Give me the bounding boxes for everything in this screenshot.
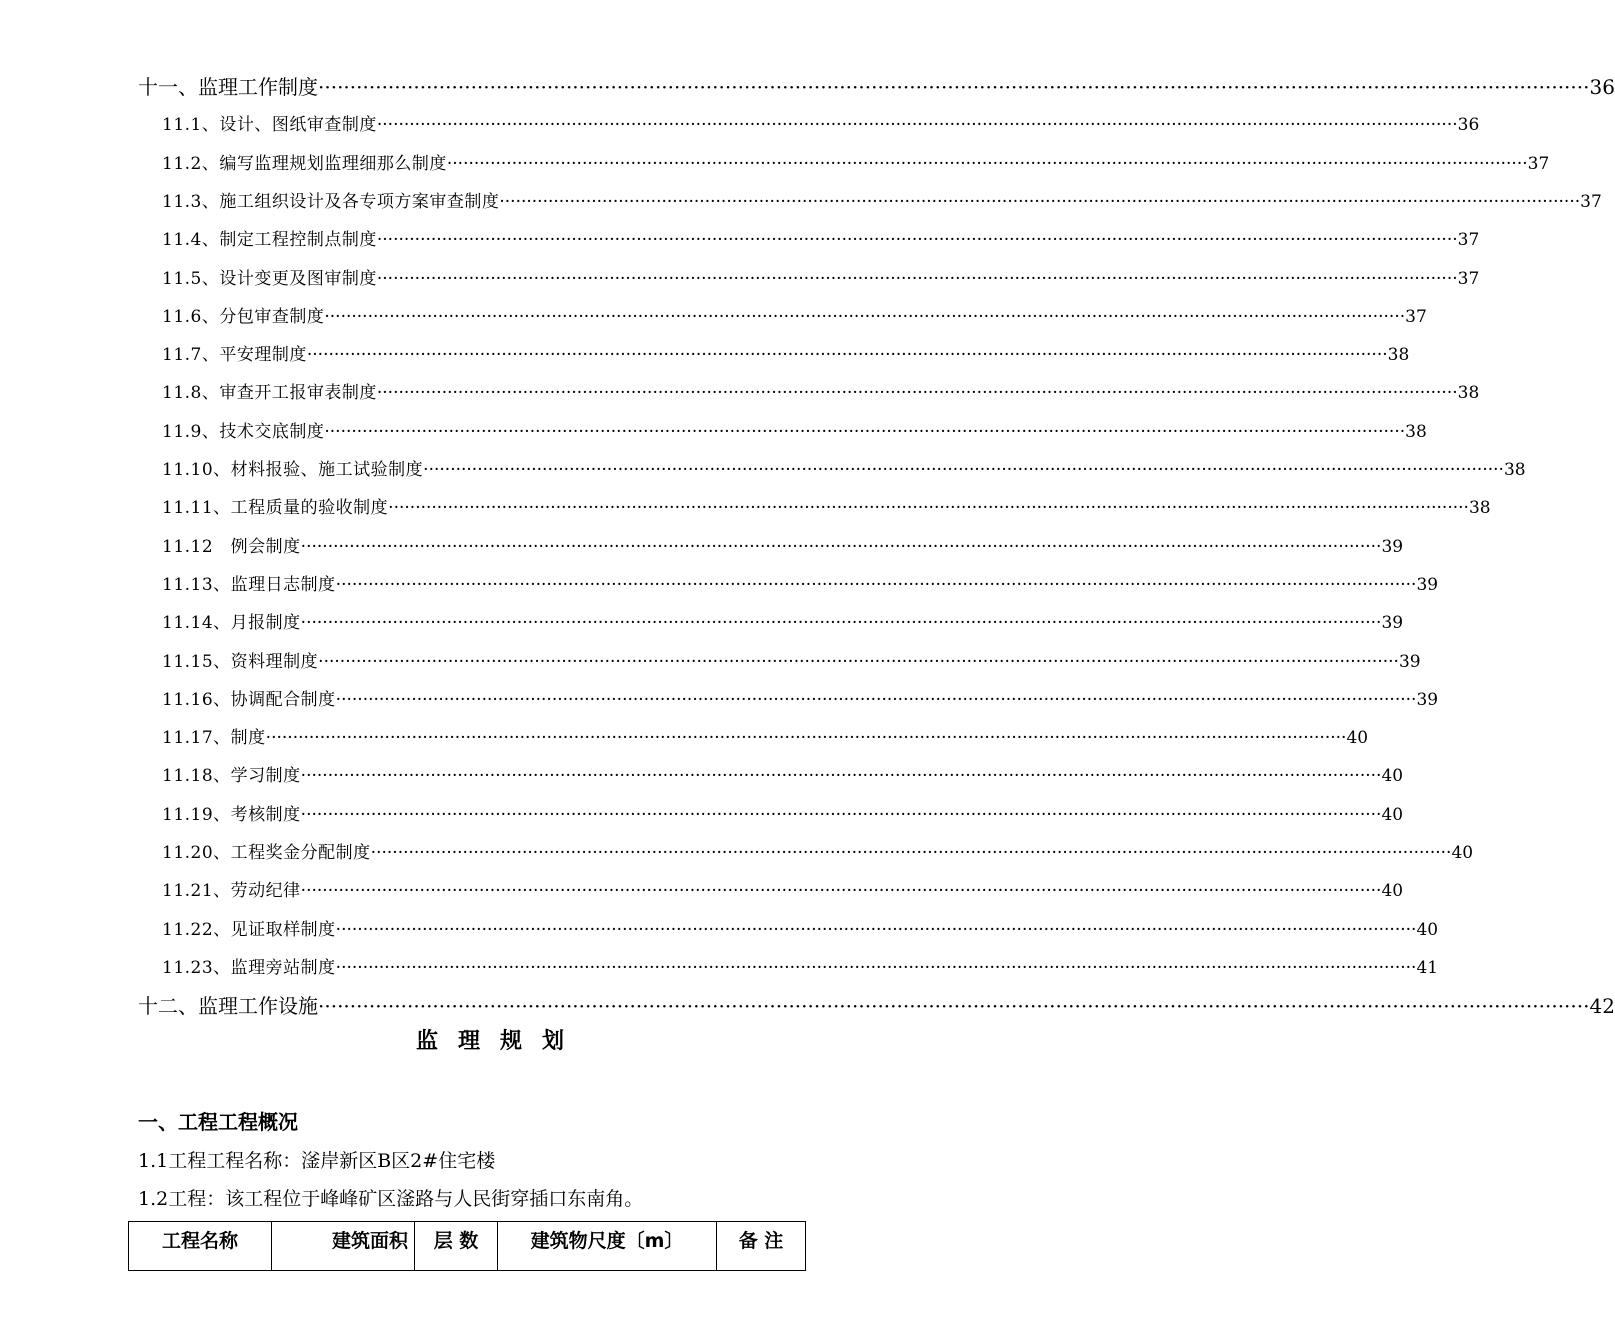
toc-leader-dots: ········································································································································································································ xyxy=(499,191,1581,212)
toc-entry-page: 38 xyxy=(1405,421,1427,442)
toc-leader-dots: ········································································································································································································ xyxy=(376,230,1458,251)
toc-leader-dots: ········································································································································································································ xyxy=(300,536,1382,557)
toc-entry-label: 11.12 例会制度 xyxy=(162,536,301,557)
toc-entry-page: 37 xyxy=(1457,230,1480,251)
toc-entry xyxy=(162,761,1404,791)
toc-leader-dots: ········································································································································································································ xyxy=(335,689,1417,710)
toc-entry-page: 39 xyxy=(1381,613,1404,634)
toc-leader-dots: ········································································································································································································ xyxy=(318,994,1590,1019)
toc-entry-page: 40 xyxy=(1416,919,1439,940)
toc-entry-page: 38 xyxy=(1468,498,1491,519)
toc-entry-label: 11.17、制度 xyxy=(162,728,266,749)
toc-entry xyxy=(138,72,1615,102)
toc-entry-label: 11.23、监理旁站制度 xyxy=(162,957,336,978)
toc-entry xyxy=(162,800,1404,830)
toc-entry xyxy=(162,149,1550,179)
toc-leader-dots: ········································································································································································································ xyxy=(318,75,1590,99)
toc-leader-dots: ········································································································································································································ xyxy=(388,498,1469,519)
toc-entry-label: 11.4、制定工程控制点制度 xyxy=(162,230,377,251)
toc-entry-page: 38 xyxy=(1457,383,1480,404)
toc-leader-dots: ········································································································································································································ xyxy=(300,766,1382,787)
toc-entry-label: 11.5、设计变更及图审制度 xyxy=(162,268,377,289)
toc-entry-label: 11.6、分包审查制度 xyxy=(162,306,325,327)
toc-entry-label: 11.2、编写监理规划监理细那么制度 xyxy=(162,153,447,174)
table-header-row xyxy=(129,1222,806,1271)
toc-leader-dots: ········································································································································································································ xyxy=(335,574,1417,595)
project-info-table xyxy=(128,1221,806,1271)
toc-entry-label: 11.14、月报制度 xyxy=(162,613,301,634)
toc-entry xyxy=(162,876,1404,906)
header-building-area: 建筑面积 xyxy=(272,1222,415,1271)
toc-entry xyxy=(162,953,1439,983)
toc-entry-page: 37 xyxy=(1527,153,1550,174)
toc-entry xyxy=(162,647,1421,677)
toc-entry xyxy=(162,340,1410,370)
toc-entry xyxy=(162,264,1480,294)
toc-entry-page: 36 xyxy=(1457,115,1480,136)
toc-entry-label: 11.1、设计、图纸审查制度 xyxy=(162,115,377,136)
toc-leader-dots: ········································································································································································································ xyxy=(265,728,1347,749)
toc-entry-page: 39 xyxy=(1416,574,1439,595)
toc-leader-dots: ········································································································································································································ xyxy=(335,957,1417,978)
header-dimensions: 建筑物尺度〔m〕 xyxy=(498,1222,717,1271)
toc-entry-label: 11.18、学习制度 xyxy=(162,766,301,787)
toc-entry-label: 11.8、审查开工报审表制度 xyxy=(162,383,377,404)
toc-leader-dots: ········································································································································································································ xyxy=(423,460,1504,480)
toc-entry xyxy=(162,417,1427,447)
toc-entry-page: 42 xyxy=(1589,994,1615,1019)
toc-entry-label: 11.21、劳动纪律 xyxy=(162,881,301,902)
toc-entry-page: 40 xyxy=(1381,804,1404,825)
toc-entry-label: 11.15、资料理制度 xyxy=(162,651,319,672)
toc-entry xyxy=(162,187,1602,217)
project-location-line: 1.2工程：该工程位于峰峰矿区滏路与人民街穿插口东南角。 xyxy=(138,1188,644,1210)
toc-entry-label: 十一、监理工作制度 xyxy=(138,75,318,99)
header-floors: 层 数 xyxy=(415,1222,498,1271)
toc-entry-label: 11.22、见证取样制度 xyxy=(162,919,336,940)
toc-entry xyxy=(162,723,1369,753)
toc-leader-dots: ········································································································································································································ xyxy=(300,804,1382,825)
toc-entry xyxy=(162,302,1427,332)
toc-entry xyxy=(162,685,1439,715)
header-project-name: 工程名称 xyxy=(129,1222,272,1271)
toc-leader-dots: ········································································································································································································ xyxy=(376,268,1458,289)
toc-leader-dots: ········································································································································································································ xyxy=(300,613,1382,634)
toc-entry-page: 39 xyxy=(1398,651,1421,672)
toc-entry xyxy=(162,378,1480,408)
toc-leader-dots: ········································································································································································································ xyxy=(306,345,1388,366)
toc-leader-dots: ········································································································································································································ xyxy=(376,383,1458,404)
toc-entry-label: 11.7、平安理制度 xyxy=(162,345,307,366)
toc-entry xyxy=(162,838,1474,868)
toc-leader-dots: ········································································································································································································ xyxy=(318,651,1399,672)
toc-entry-page: 37 xyxy=(1580,191,1602,212)
toc-entry-page: 38 xyxy=(1503,460,1526,480)
toc-entry-page: 36 xyxy=(1589,75,1615,99)
document-title: 监理规划 xyxy=(415,1029,584,1054)
toc-entry-page: 40 xyxy=(1381,766,1404,787)
toc-entry-page: 40 xyxy=(1381,881,1404,902)
section-heading: 一、工程工程概况 xyxy=(138,1110,298,1134)
toc-leader-dots: ········································································································································································································ xyxy=(370,843,1452,863)
toc-entry-label: 11.19、考核制度 xyxy=(162,804,301,825)
toc-entry-page: 39 xyxy=(1381,536,1404,557)
toc-entry xyxy=(162,608,1404,638)
toc-entry-page: 40 xyxy=(1451,843,1474,863)
toc-leader-dots: ········································································································································································································ xyxy=(376,115,1458,136)
toc-entry-page: 38 xyxy=(1387,345,1410,366)
toc-entry-page: 39 xyxy=(1416,689,1439,710)
toc-entry-page: 41 xyxy=(1416,957,1439,978)
toc-entry xyxy=(162,570,1439,600)
toc-entry xyxy=(162,110,1480,140)
toc-entry-label: 11.20、工程奖金分配制度 xyxy=(162,843,371,863)
toc-entry xyxy=(162,915,1439,945)
toc-entry xyxy=(162,225,1480,255)
toc-entry-label: 十二、监理工作设施 xyxy=(138,994,318,1019)
header-remarks: 备 注 xyxy=(717,1222,806,1271)
toc-entry xyxy=(162,532,1404,562)
project-name-line: 1.1工程工程名称：滏岸新区B区2#住宅楼 xyxy=(138,1150,496,1172)
toc-entry xyxy=(162,455,1526,485)
toc-entry-label: 11.11、工程质量的验收制度 xyxy=(162,498,389,519)
toc-entry-label: 11.16、协调配合制度 xyxy=(162,689,336,710)
toc-leader-dots: ········································································································································································································ xyxy=(335,919,1417,940)
toc-entry-label: 11.9、技术交底制度 xyxy=(162,421,325,442)
toc-entry-label: 11.10、材料报验、施工试验制度 xyxy=(162,460,424,480)
toc-entry-page: 37 xyxy=(1405,306,1427,327)
toc-entry xyxy=(138,991,1615,1021)
toc-leader-dots: ········································································································································································································ xyxy=(446,153,1528,174)
toc-entry-label: 11.13、监理日志制度 xyxy=(162,574,336,595)
toc-leader-dots: ········································································································································································································ xyxy=(300,881,1382,902)
toc-leader-dots: ········································································································································································································ xyxy=(324,421,1406,442)
toc-entry xyxy=(162,493,1491,523)
toc-entry-page: 40 xyxy=(1346,728,1369,749)
toc-entry-label: 11.3、施工组织设计及各专项方案审查制度 xyxy=(162,191,500,212)
toc-entry-page: 37 xyxy=(1457,268,1480,289)
toc-leader-dots: ········································································································································································································ xyxy=(324,306,1406,327)
